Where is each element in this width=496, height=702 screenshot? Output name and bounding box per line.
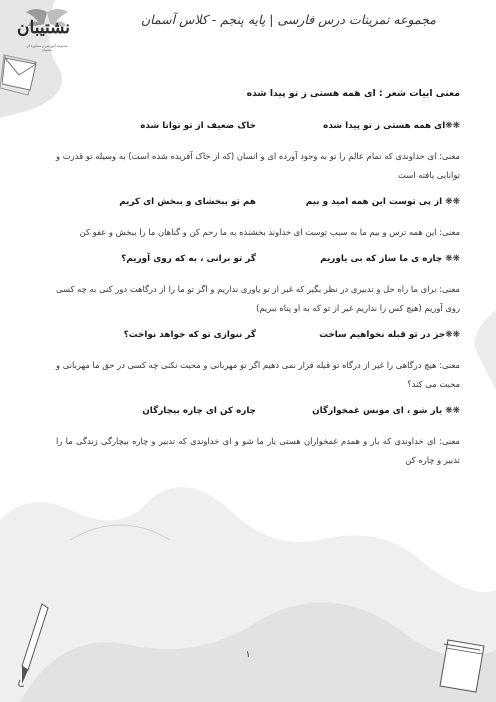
right-side-blob [466, 310, 496, 390]
verse-second-half: هم تو ببخشای و ببخش ای کریم [119, 197, 256, 207]
section-heading: معنی ابیات شعر : ای همه هستی ز تو پیدا شده [246, 88, 460, 99]
verse-first-half: ❋❋ چاره ی ما ساز که بی یاوریم [320, 254, 460, 264]
verse-second-half: خاک ضعیف از تو توانا شده [140, 121, 256, 131]
verse-first-half: ❋❋ای همه هستی ز تو پیدا شده [323, 121, 460, 131]
verse-second-half: گر ننوازی تو که خواهد نواخت؟ [123, 330, 256, 340]
verse-2 [56, 197, 460, 207]
logo-wings-icon [17, 6, 72, 72]
verse-first-half: ❋❋جز در تو قبله نخواهیم ساخت [319, 330, 460, 340]
bottom-decoration [0, 480, 496, 702]
verse-first-half: ❋❋ از پی توست این همه امید و بیم [305, 197, 460, 207]
verse-5 [56, 406, 460, 416]
verse-first-half: ❋❋ یار شو ، ای مونس غمخوارگان [312, 406, 460, 416]
verse-meaning: معنی: برای ما راه حل و تدبیری در نظر بگیر که غیر از تو یاوری نداریم و اگر تو ما را از درگاهت دور کنی به چه کسی روی آوریم (هیچ کس را نداریم غیر از تو که به او پناه ببریم) [56, 284, 460, 313]
verse-meaning: معنی: هیچ درگاهی را غیر از درگاه تو قبله قرار نمی دهیم اگر تو مهربانی و محبت نکنی چه کسی در حق ما مهربانی و محبت می کند؟ [56, 360, 460, 389]
verse-meaning: معنی: ای خداوندی که یار و همدم غمخواران هستی یار ما شو و ای خداوندی که تدبیر و چاره بیچارگی زندگی ما را تدبیر و چاره کن [56, 436, 460, 465]
verse-3 [56, 254, 460, 264]
notebook-icon [438, 636, 488, 696]
logo-subtitle: مجموعه آموزشی و مشاوره ای نشتیبان [26, 44, 68, 52]
verse-1 [56, 121, 460, 131]
page-header-title: مجموعه تمرینات درس فارسی | پایه پنجم - کلاس آسمان [140, 12, 436, 27]
poem-content [56, 88, 460, 482]
verse-meaning: معنی: این همه ترس و بیم ما به سبب توست ای خداوند بخشنده به ما رحم کن و گناهان ما را ببخش و عفو کن [79, 227, 460, 237]
verse-second-half: چاره کن ای چاره بیچارگان [142, 406, 256, 416]
verse-meaning: معنی: ای خداوندی که تمام عالم را تو به وجود آورده ای و انسان (که از خاک آفریده شده است) به وسیله تو قدرت و توانایی یافته است [56, 151, 460, 180]
page-number: ۱ [245, 650, 251, 660]
verse-second-half: گر تو برانی ، به که روی آوریم؟ [121, 254, 256, 264]
verse-4 [56, 330, 460, 340]
pen-icon [14, 600, 54, 690]
logo-text: نشتیبان [17, 18, 70, 38]
